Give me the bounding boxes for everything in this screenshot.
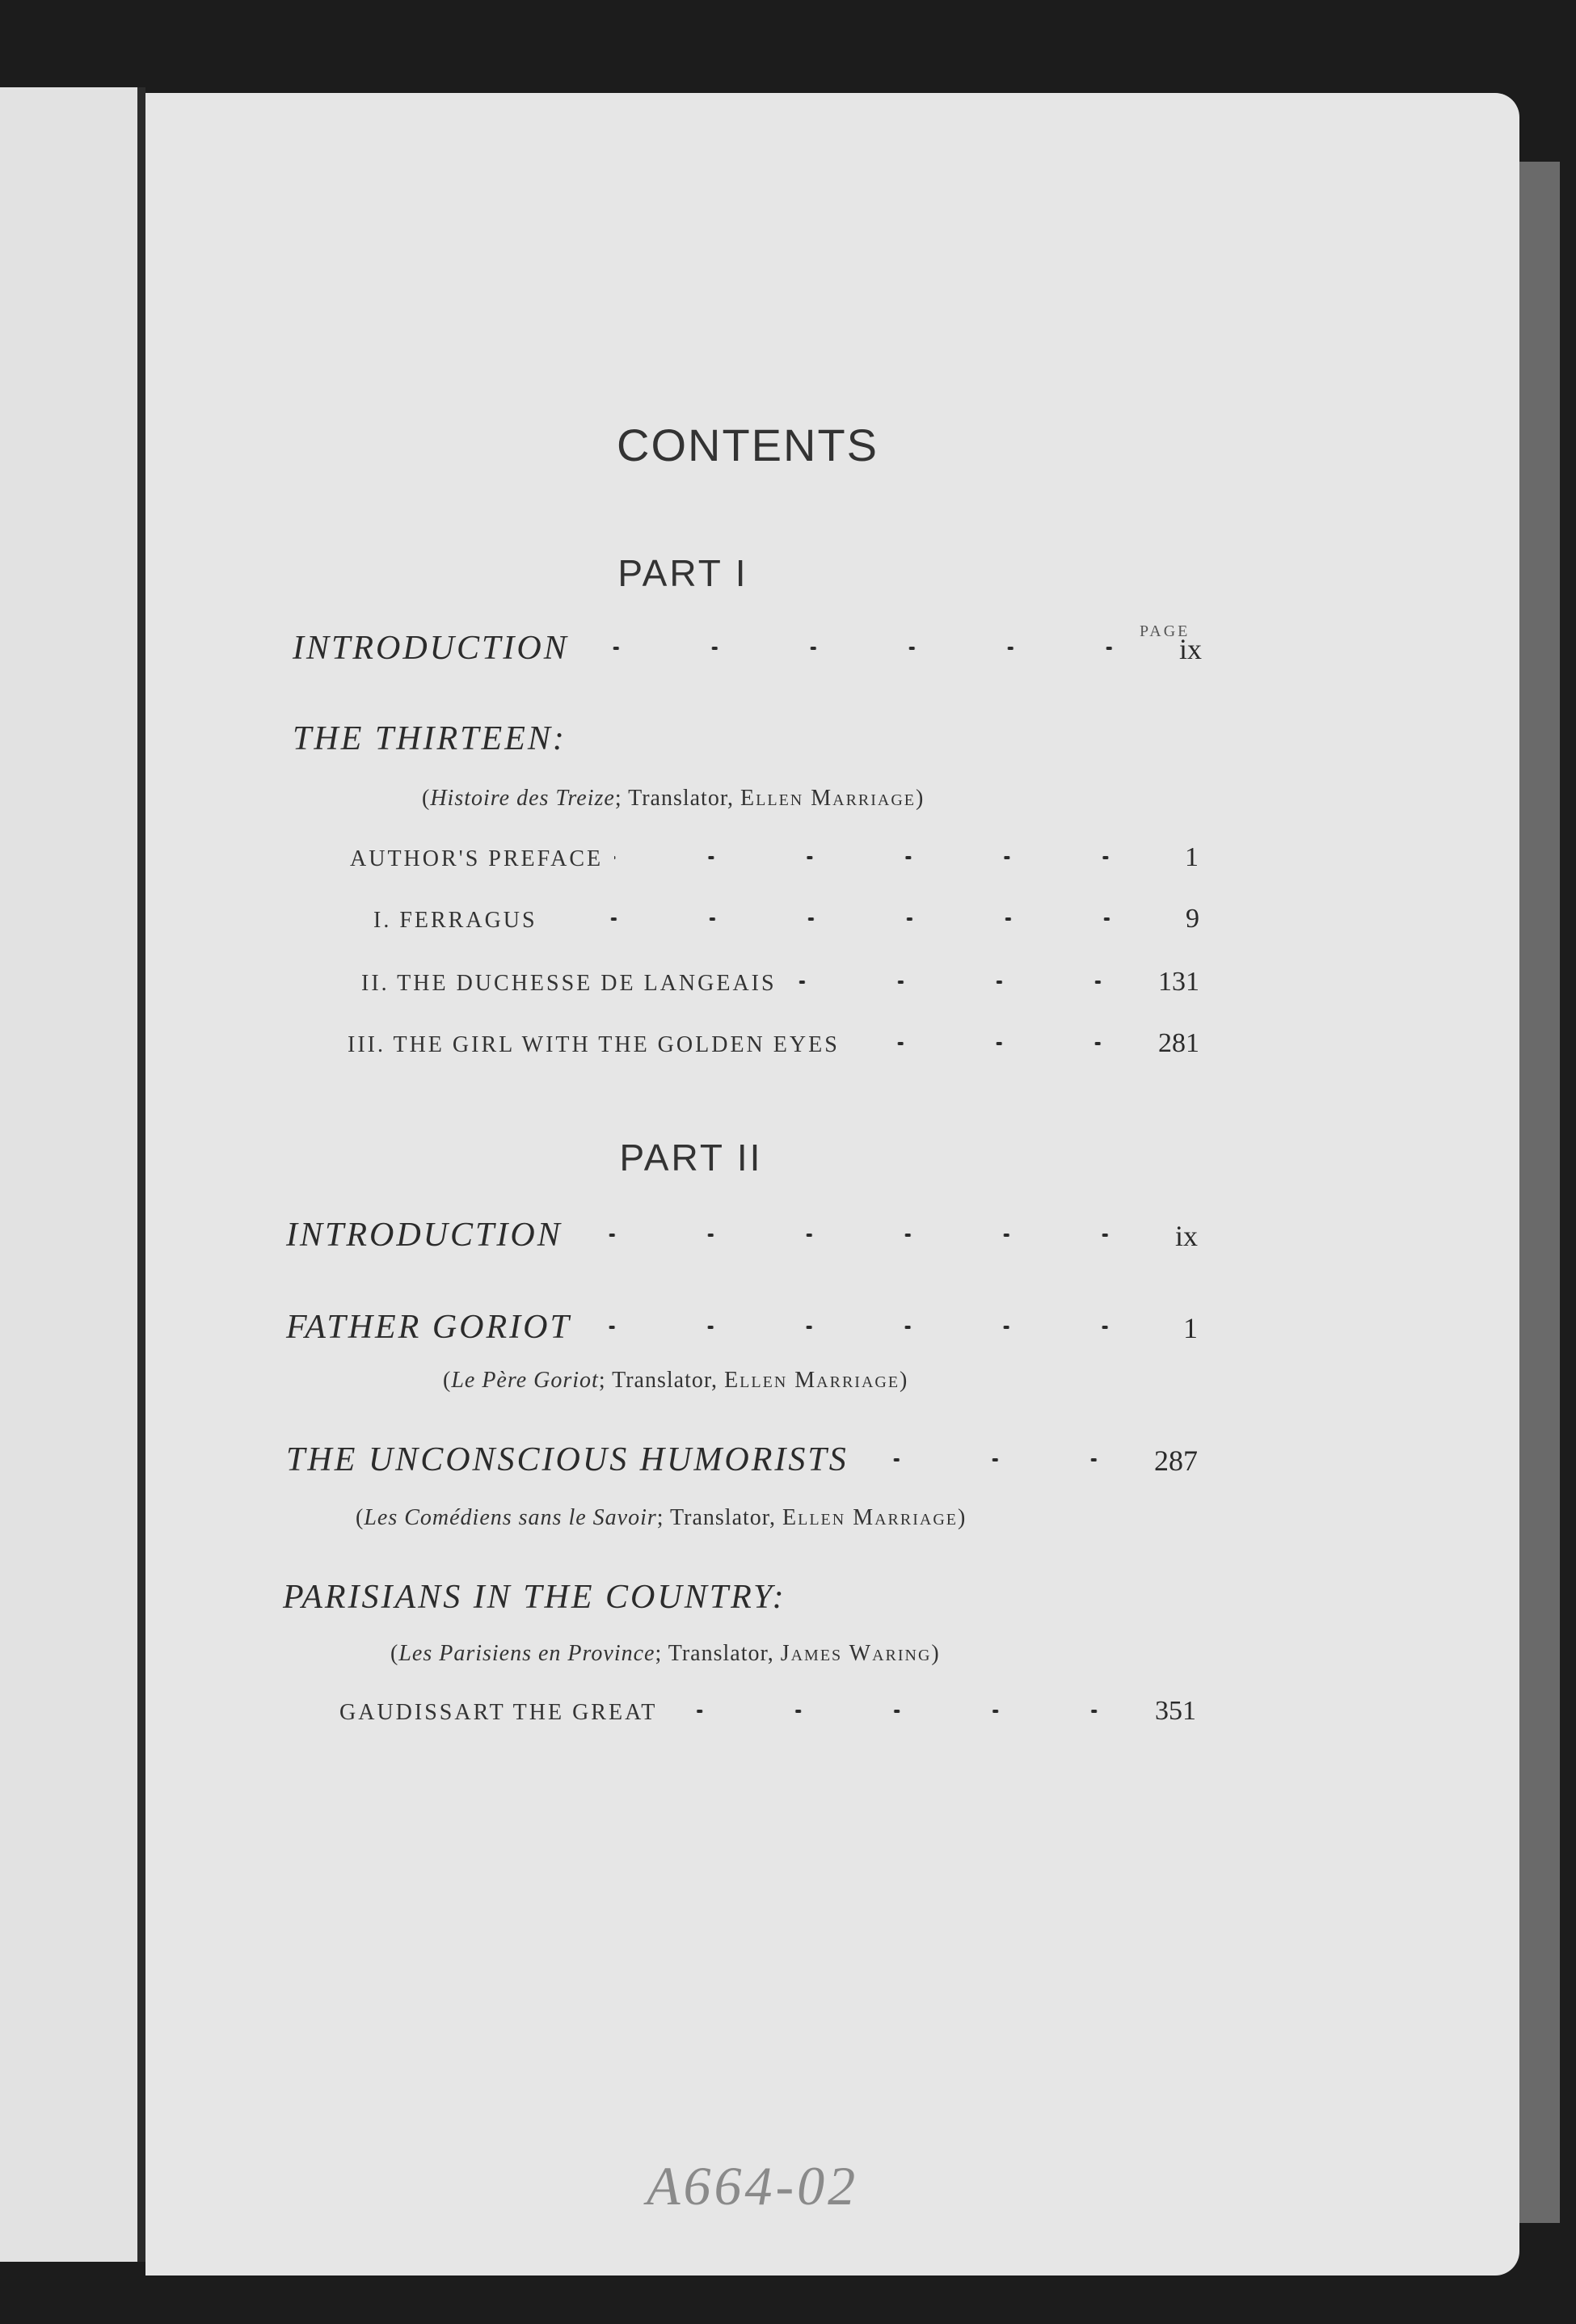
toc-entry-label: INTRODUCTION <box>293 630 569 667</box>
toc-entry-parisians-in-the-country <box>283 1578 786 1617</box>
toc-entry-label: GAUDISSART THE GREAT <box>339 1700 658 1725</box>
toc-entry-page: 131 <box>1158 967 1199 997</box>
toc-entry-label: INTRODUCTION <box>286 1217 563 1254</box>
leader-dots <box>668 1710 1144 1713</box>
toc-entry-page: 287 <box>1154 1445 1198 1477</box>
toc-entry-label: THE THIRTEEN: <box>293 720 567 757</box>
toc-entry-page: 9 <box>1186 904 1199 934</box>
page-edges <box>1519 162 1560 2223</box>
leader-dots <box>851 1042 1147 1045</box>
toc-subentry <box>348 1028 1199 1059</box>
toc-entry-label: II. THE DUCHESSE DE LANGEAIS <box>361 971 777 996</box>
toc-entry-label: AUTHOR'S PREFACE <box>350 846 604 871</box>
toc-entry-unconscious-humorists <box>286 1440 1198 1479</box>
handwritten-shelfmark: A664-02 <box>647 2155 859 2216</box>
toc-entry-label: I. FERRAGUS <box>373 908 537 933</box>
page-title: CONTENTS <box>617 420 879 470</box>
leader-dots <box>580 647 1158 650</box>
toc-entry-page: ix <box>1174 1220 1198 1252</box>
toc-entry-the-thirteen <box>293 719 567 758</box>
leader-dots <box>549 917 1156 921</box>
toc-entry-label: PARISIANS IN THE COUNTRY: <box>283 1579 786 1616</box>
toc-subentry <box>361 967 1199 998</box>
toc-subentry <box>350 842 1199 873</box>
toc-entry-page: 1 <box>1185 842 1199 872</box>
source-note-unconscious-humorists: (Les Comédiens sans le Savoir; Translator, Ellen Marriage) <box>356 1505 967 1530</box>
toc-entry-page: 351 <box>1155 1696 1196 1726</box>
toc-subentry <box>339 1696 1196 1727</box>
leader-dots <box>583 1326 1154 1329</box>
part-2-heading: PART II <box>619 1137 763 1179</box>
source-note-parisians: (Les Parisiens en Province; Translator, James Waring) <box>390 1641 940 1666</box>
toc-entry-label: THE UNCONSCIOUS HUMORISTS <box>286 1441 849 1478</box>
leader-dots <box>574 1234 1154 1237</box>
source-note-father-goriot: (Le Père Goriot; Translator, Ellen Marriage) <box>443 1368 908 1393</box>
toc-entry-father-goriot <box>286 1308 1198 1347</box>
leader-dots <box>788 981 1147 984</box>
toc-entry-part2-introduction <box>286 1216 1198 1255</box>
toc-entry-page: 281 <box>1158 1028 1199 1058</box>
toc-entry-page: ix <box>1178 633 1202 665</box>
leader-dots <box>614 856 1155 859</box>
page-column-label: PAGE <box>1140 622 1190 640</box>
part-1-heading: PART I <box>617 552 748 594</box>
source-note-the-thirteen: (Histoire des Treize; Translator, Ellen Marriage) <box>422 786 925 811</box>
toc-entry-label: FATHER GORIOT <box>286 1309 571 1346</box>
toc-entry-label: III. THE GIRL WITH THE GOLDEN EYES <box>348 1032 840 1057</box>
toc-entry-page: 1 <box>1183 1312 1198 1344</box>
toc-subentry <box>373 904 1199 934</box>
leader-dots <box>860 1458 1143 1461</box>
toc-entry-part1-introduction <box>293 629 1202 668</box>
